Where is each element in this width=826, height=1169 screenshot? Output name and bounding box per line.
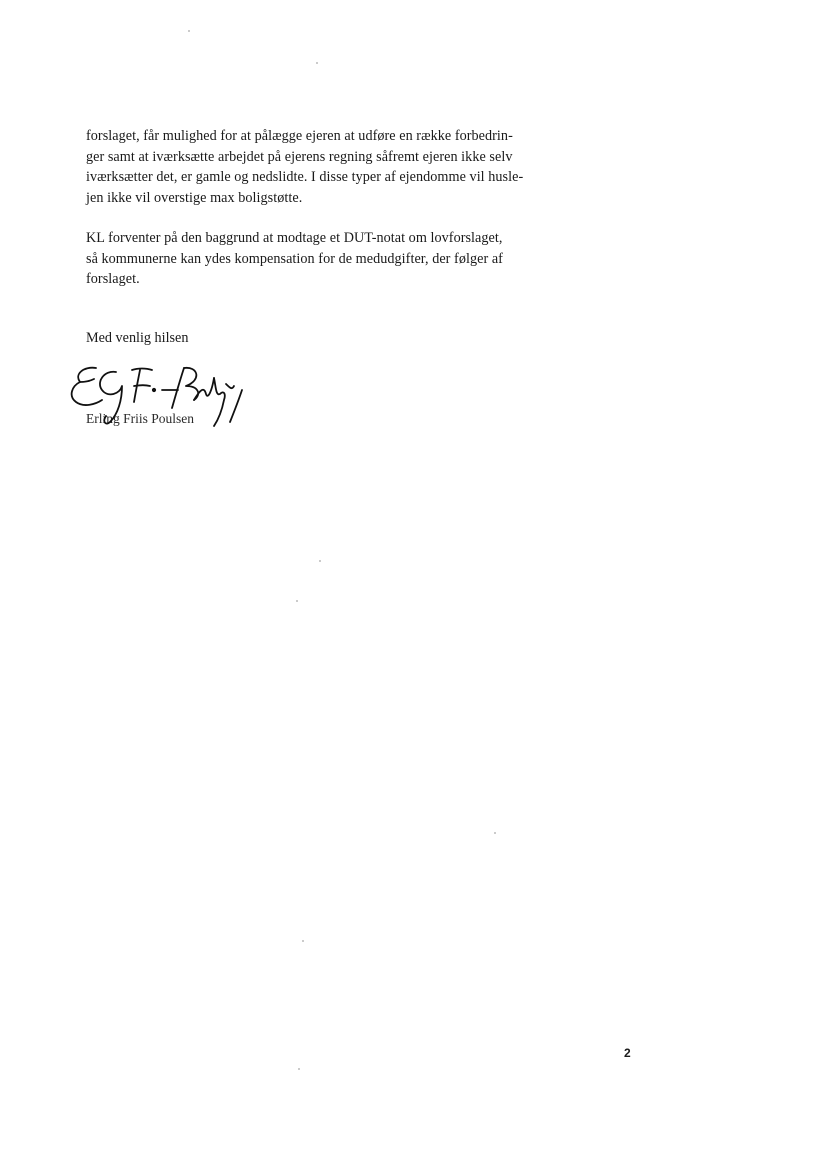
scan-speck (296, 600, 298, 602)
paragraph-line: forslaget, får mulighed for at pålægge ejeren at udføre en række forbedrin- (86, 128, 513, 144)
scan-speck (319, 560, 321, 562)
signature-block (66, 360, 246, 435)
paragraph-line: KL forventer på den baggrund at modtage et DUT-notat om lovforslaget, (86, 230, 503, 246)
body-paragraph-1 (86, 126, 606, 208)
scan-speck (188, 30, 190, 32)
page-number: 2 (624, 1046, 631, 1060)
paragraph-line: forslaget. (86, 271, 140, 287)
closing-greeting: Med venlig hilsen (86, 330, 189, 346)
paragraph-line: så kommunerne kan ydes kompensation for de medudgifter, der følger af (86, 250, 503, 267)
scan-speck (302, 940, 304, 942)
scan-speck (316, 62, 318, 64)
handwritten-signature (66, 360, 246, 435)
signer-name: Erling Friis Poulsen (86, 411, 195, 426)
paragraph-line: ger samt at iværksætte arbejdet på ejerens regning såfremt ejeren ikke selv (86, 148, 513, 165)
scan-speck (494, 832, 496, 834)
paragraph-line: jen ikke vil overstige max boligstøtte. (86, 189, 303, 206)
paragraph-line: iværksætter det, er gamle og nedslidte. I disse typer af ejendomme vil husle- (86, 169, 524, 185)
body-paragraph-2 (86, 228, 606, 290)
scan-speck (298, 1068, 300, 1070)
